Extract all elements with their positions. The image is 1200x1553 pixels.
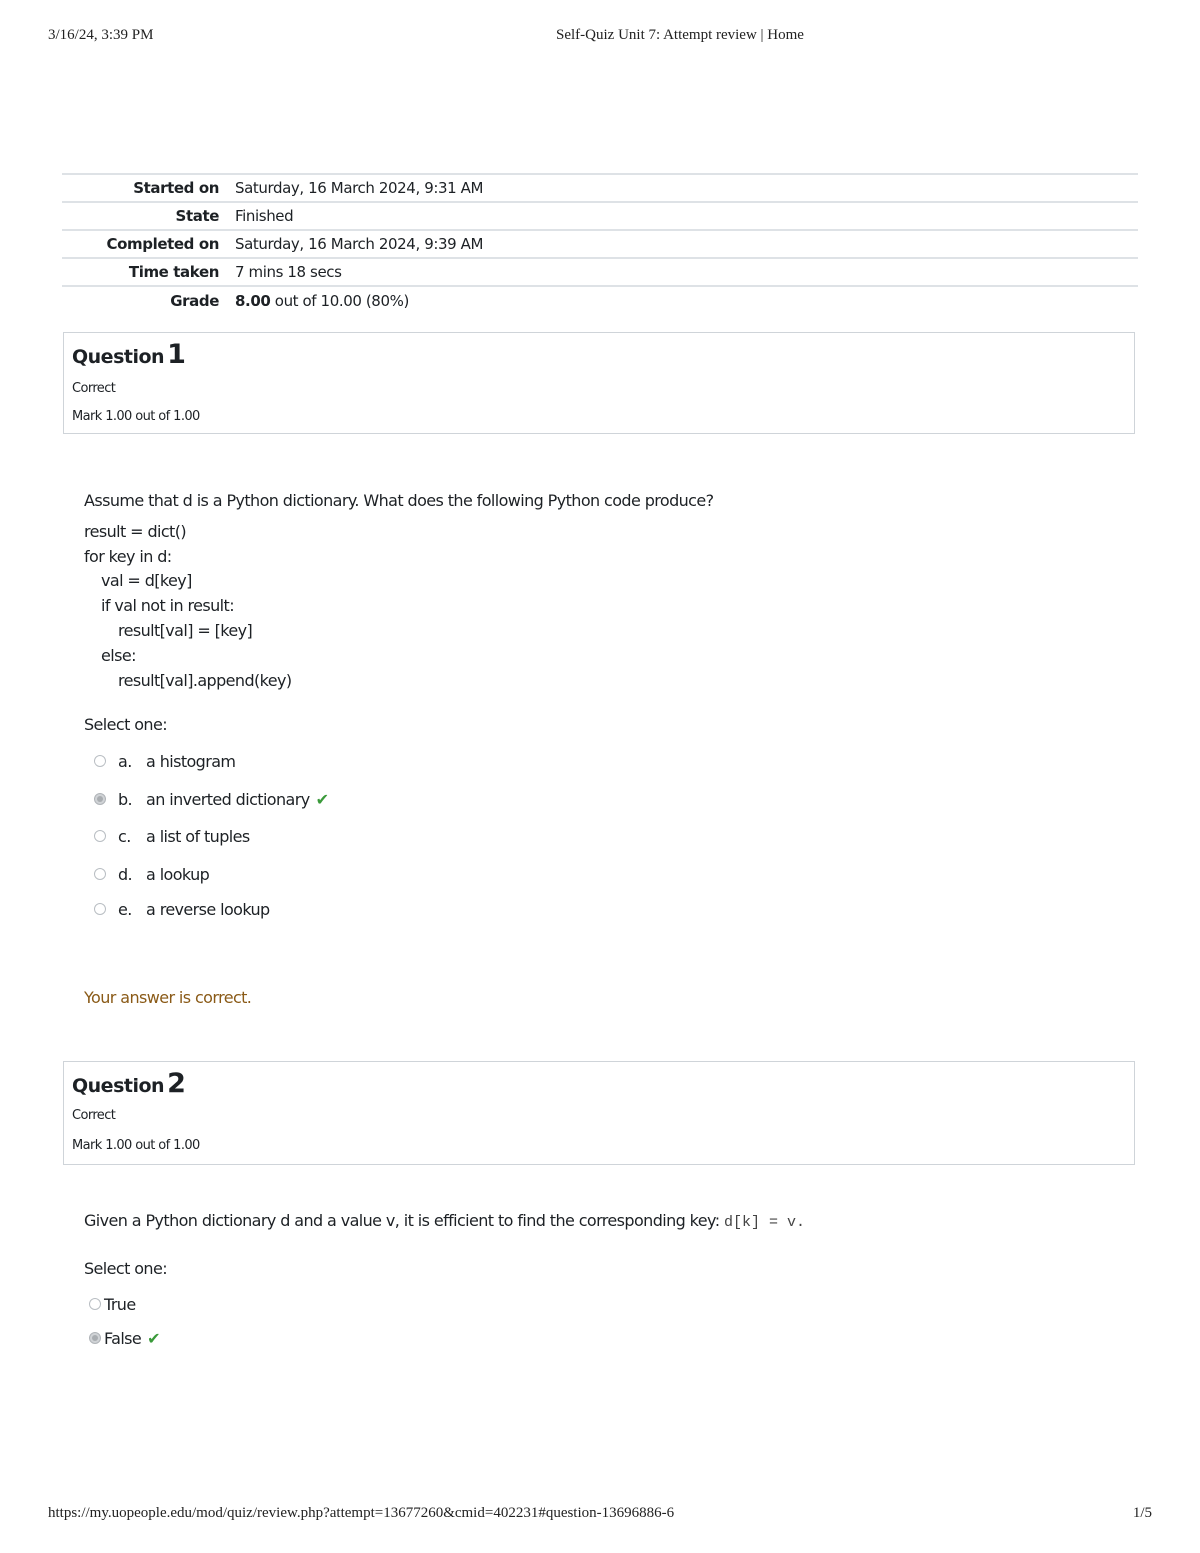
question-grade: Mark 1.00 out of 1.00 (72, 1138, 200, 1153)
option-text: a histogram (146, 752, 236, 771)
summary-label: Completed on (106, 235, 219, 253)
question-number-value: 2 (167, 1068, 186, 1099)
radio-button[interactable] (94, 755, 106, 767)
question-label: Question (72, 346, 165, 368)
option-text: a lookup (146, 865, 210, 884)
code-line: if val not in result: (101, 596, 234, 615)
option-letter: c. (118, 827, 131, 846)
select-one-prompt: Select one: (84, 1259, 168, 1278)
option-letter: a. (118, 752, 132, 771)
grade-score: 8.00 (235, 291, 271, 310)
option-text: a list of tuples (146, 827, 250, 846)
question-number (72, 339, 185, 370)
question-1-text: Assume that d is a Python dictionary. What does the following Python code produce? (84, 491, 714, 510)
option-letter: d. (118, 865, 133, 884)
code-line: for key in d: (84, 547, 172, 566)
option-text: a reverse lookup (146, 900, 270, 919)
summary-value: 7 mins 18 secs (235, 263, 342, 281)
radio-button[interactable] (94, 903, 106, 915)
radio-button[interactable] (94, 830, 106, 842)
option-text-wrap (104, 1329, 160, 1348)
question-2-text (84, 1211, 805, 1231)
option-text: an inverted dictionary (146, 790, 310, 809)
option-letter: e. (118, 900, 132, 919)
summary-row (62, 230, 1138, 258)
summary-row (62, 202, 1138, 230)
summary-label: Time taken (128, 263, 219, 281)
radio-button[interactable] (94, 868, 106, 880)
question-1-info (63, 332, 1135, 434)
correct-check-icon: ✔ (315, 790, 329, 809)
print-date: 3/16/24, 3:39 PM (48, 27, 154, 43)
page-url: https://my.uopeople.edu/mod/quiz/review.php?attempt=13677260&cmid=402231#question-13696886-6 (48, 1505, 675, 1521)
radio-button-selected[interactable] (94, 793, 106, 805)
correct-check-icon: ✔ (147, 1329, 160, 1348)
select-one-prompt: Select one: (84, 715, 168, 734)
question-state: Correct (72, 381, 116, 396)
grade-total: out of 10.00 (80%) (270, 291, 409, 310)
radio-button[interactable] (89, 1298, 101, 1310)
question-text: Given a Python dictionary d and a value v, it is efficient to find the corresponding key: (84, 1211, 720, 1230)
option-text: False (104, 1329, 142, 1348)
code-line: result[val].append(key) (118, 671, 292, 690)
option-text-wrap (146, 790, 328, 809)
print-page-title: Self-Quiz Unit 7: Attempt review | Home (556, 27, 804, 43)
inline-code: d[k] = v (724, 1214, 797, 1231)
summary-label: Grade (170, 291, 219, 310)
option-text: True (104, 1295, 136, 1314)
question-grade: Mark 1.00 out of 1.00 (72, 409, 200, 424)
radio-button-selected[interactable] (89, 1332, 101, 1344)
code-line: result = dict() (84, 522, 187, 541)
question-2-info (63, 1061, 1135, 1165)
answer-feedback: Your answer is correct. (84, 988, 252, 1007)
summary-row (62, 174, 1138, 202)
summary-row (62, 258, 1138, 286)
question-state: Correct (72, 1108, 116, 1123)
question-label: Question (72, 1075, 165, 1097)
code-line: else: (101, 646, 136, 665)
attempt-summary-table (62, 173, 1138, 314)
question-number (72, 1068, 185, 1099)
inline-code-end: . (796, 1214, 806, 1231)
summary-value: Saturday, 16 March 2024, 9:31 AM (235, 179, 484, 197)
summary-value (235, 286, 1138, 314)
question-number-value: 1 (167, 339, 186, 370)
option-letter: b. (118, 790, 133, 809)
summary-row (62, 286, 1138, 314)
summary-value: Saturday, 16 March 2024, 9:39 AM (235, 235, 484, 253)
print-header (48, 27, 1152, 49)
code-line: val = d[key] (101, 571, 192, 590)
code-line: result[val] = [key] (118, 621, 253, 640)
summary-label: Started on (133, 179, 219, 197)
summary-value: Finished (235, 207, 294, 225)
page-count: 1/5 (1132, 1505, 1152, 1521)
summary-label: State (175, 207, 219, 225)
